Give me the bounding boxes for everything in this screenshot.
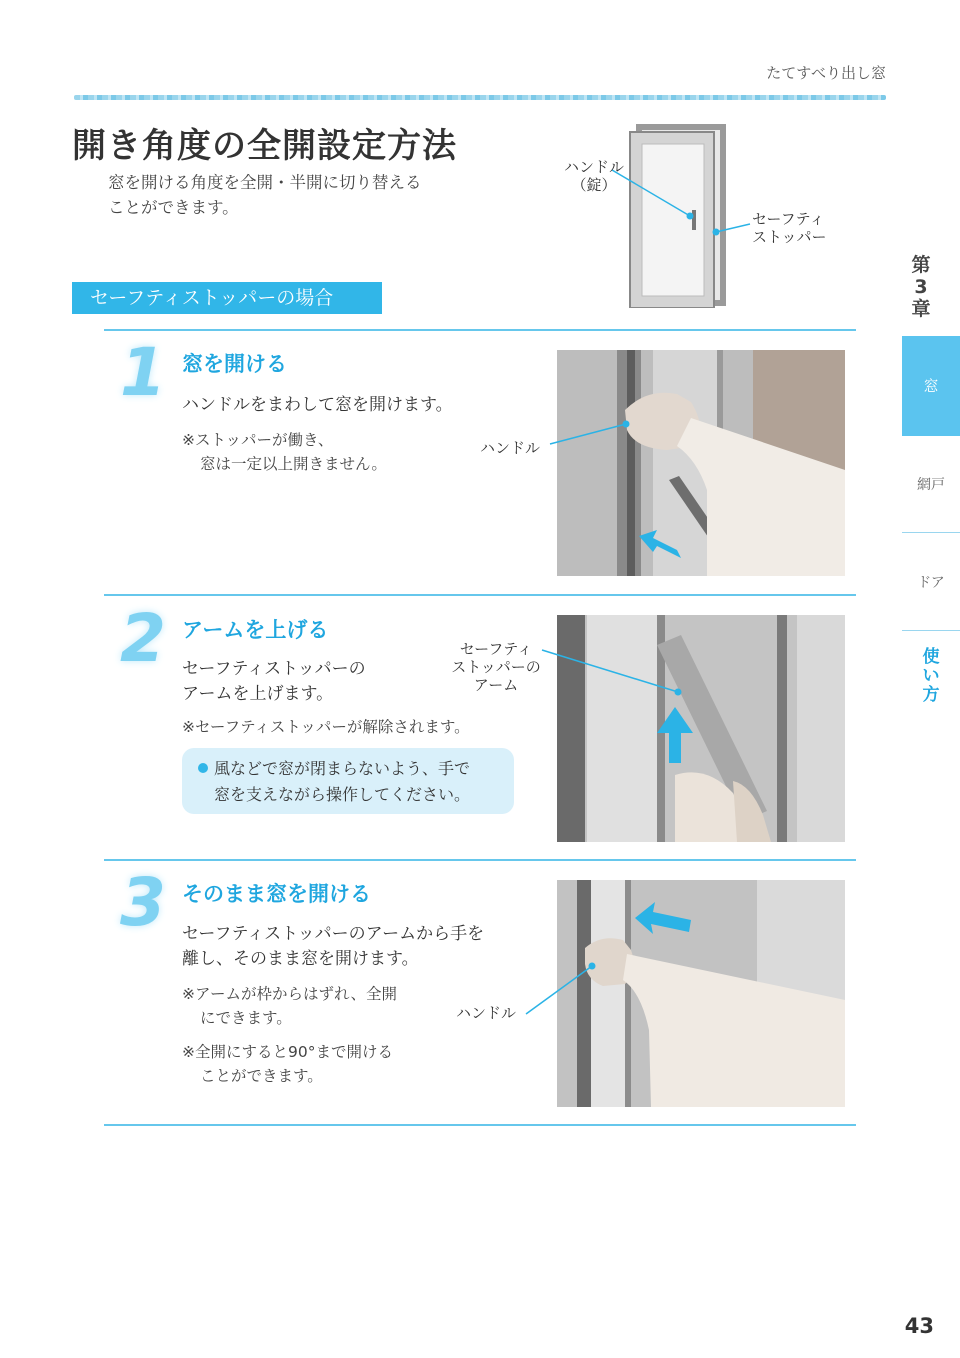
step-3-callout: ハンドル (456, 1004, 517, 1022)
step-1-photo-art (557, 350, 845, 576)
step-2-tip-line1: 風などで窓が閉まらないよう、手で (214, 759, 471, 778)
step-2-callout-line3: アーム (473, 676, 519, 694)
step-2-tip-text (214, 756, 470, 808)
step-1-note-line2: 窓は一定以上開きません。 (200, 455, 387, 473)
side-usage-char-1: 使 (922, 647, 940, 667)
side-chapter-char-2: 3 (914, 276, 928, 298)
step-2-title: アームを上げる (182, 618, 329, 642)
step-2-divider (104, 594, 856, 596)
side-chapter-label (906, 254, 936, 320)
top-callout-stopper (752, 210, 827, 246)
step-2-tip-line2: 窓を支えながら操作してください。 (214, 785, 471, 804)
section-heading: セーフティストッパーの場合 (72, 282, 382, 314)
step-2-number: 2 (120, 600, 166, 677)
step-2-callout-line1: セーフティ (459, 640, 533, 658)
bottom-divider (104, 1124, 856, 1126)
top-callout-handle-line2: （錠） (571, 176, 617, 194)
intro-line-2: ことができます。 (108, 198, 239, 217)
side-tab-usage[interactable] (902, 648, 960, 705)
side-tab-window[interactable]: 窓 (902, 336, 960, 436)
step-3-divider (104, 859, 856, 861)
step-3-text (182, 922, 484, 972)
top-callout-handle-line1: ハンドル (563, 158, 624, 176)
step-1-number: 1 (120, 334, 166, 411)
side-separator-1 (902, 532, 960, 533)
step-2-text-line1: セーフティストッパーの (182, 659, 366, 679)
step-2-callout-line2: ストッパーの (451, 658, 541, 676)
step-3-title: そのまま窓を開ける (182, 882, 371, 906)
handle-mark (692, 210, 696, 230)
intro-text (108, 170, 422, 220)
step-1-text-line1: ハンドルをまわして窓を開けます。 (182, 395, 453, 415)
header-category: たてすべり出し窓 (766, 64, 886, 82)
step-2-note-line1: ※セーフティストッパーが解除されます。 (182, 718, 470, 736)
side-tab-door[interactable]: ドア (917, 575, 945, 591)
side-tab-screen[interactable]: 網戸 (917, 477, 945, 493)
step-1-title: 窓を開ける (182, 352, 287, 376)
top-callout-stopper-line1: セーフティ (752, 210, 825, 228)
step-1-leader (540, 410, 640, 450)
step-1-photo (557, 350, 845, 576)
step-1-divider (104, 329, 856, 331)
step-2-leader (536, 644, 696, 704)
step-3-note-1-line2: にできます。 (200, 1009, 292, 1027)
page-number: 43 (904, 1314, 934, 1338)
step-3-note-1 (182, 982, 397, 1030)
step-3-note-1-line1: ※アームが枠からはずれ、全開 (182, 985, 397, 1003)
intro-line-1: 窓を開ける角度を全開・半開に切り替える (108, 173, 422, 192)
side-chapter-char-3: 章 (911, 298, 931, 320)
step-3-number: 3 (120, 864, 166, 941)
step-3-text-line1: セーフティストッパーのアームから手を (182, 924, 485, 944)
handle-dot (687, 213, 694, 220)
side-chapter-char-1: 第 (911, 254, 931, 276)
page-title: 開き角度の全開設定方法 (72, 126, 457, 166)
top-callout-handle (556, 158, 632, 194)
step-1-text (182, 393, 453, 418)
step-2-text-line2: アームを上げます。 (182, 684, 334, 704)
header-divider (74, 95, 886, 100)
step-3-note-2-line1: ※全開にすると90°まで開ける (182, 1043, 393, 1061)
step-3-text-line2: 離し、そのまま窓を開けます。 (182, 949, 419, 969)
step-3-note-2-line2: ことができます。 (200, 1067, 323, 1085)
side-separator-2 (902, 630, 960, 631)
step-2-text (182, 657, 366, 707)
step-3-note-2 (182, 1040, 393, 1088)
step-1-note-line1: ※ストッパーが働き、 (182, 431, 334, 449)
step-1-callout: ハンドル (480, 439, 541, 457)
side-usage-char-2: い (922, 666, 940, 686)
step-2-callout (444, 640, 548, 694)
step-3-leader (520, 960, 610, 1020)
stopper-dot (713, 229, 720, 236)
step-2-note (182, 715, 470, 739)
step-2-tip-bullet (198, 763, 208, 773)
side-usage-char-3: 方 (922, 685, 940, 705)
top-callout-stopper-line2: ストッパー (752, 228, 827, 246)
step-1-note (182, 428, 387, 476)
